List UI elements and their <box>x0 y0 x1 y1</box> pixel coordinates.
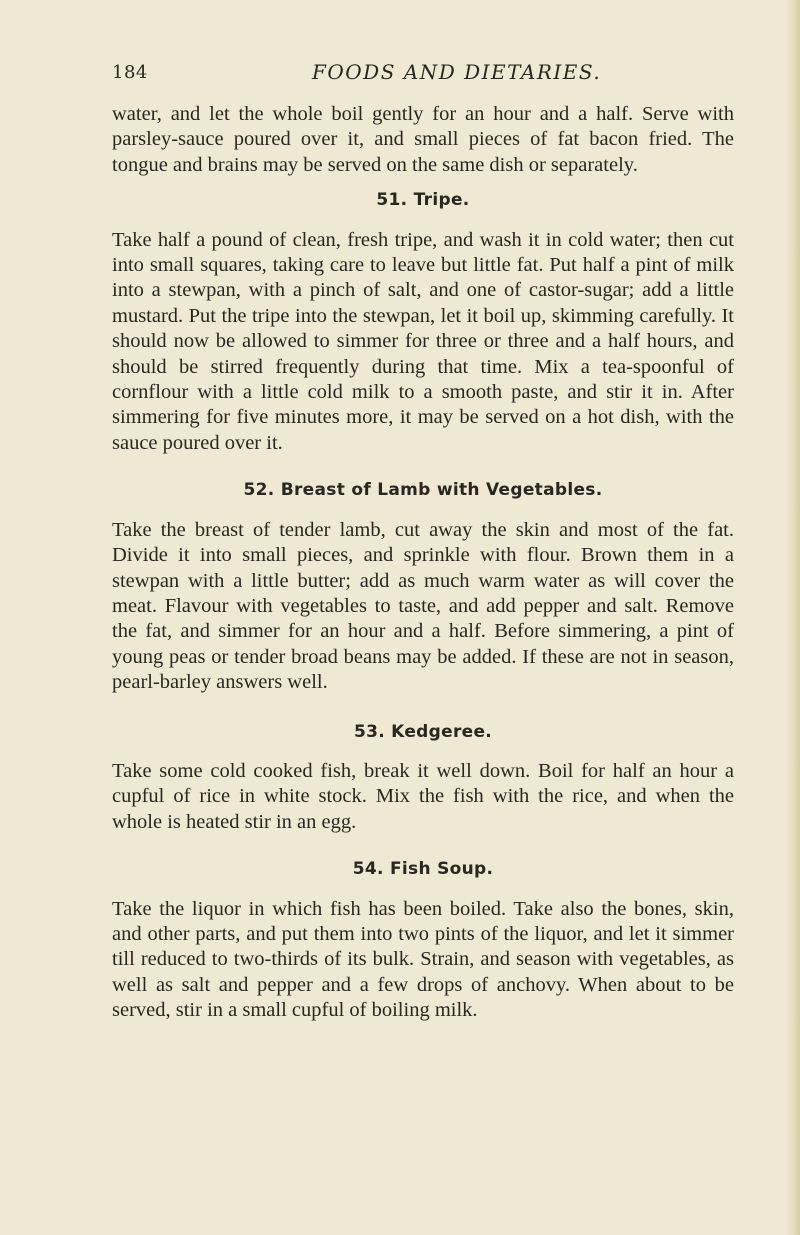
recipe-tripe <box>112 188 734 456</box>
recipe-paragraph: Take the breast of tender lamb, cut away the skin and most of the fat. Divide it into small pieces, and sprinkle with flour. Brown them in a stewpan with a little butter; add as much warm water as will cover the meat. Flavour with vegetables to taste, and add pepper and salt. Remove the fat, and simmer for an hour and a half. Before simmering, a pint of young peas or tender broad beans may be added. If these are not in season, pearl-barley answers well. <box>112 518 734 694</box>
page-number: 184 <box>112 62 148 83</box>
recipe-paragraph: Take half a pound of clean, fresh tripe, and wash it in cold water; then cut into small squares, taking care to leave but little fat. Put half a pint of milk into a stewpan, with a pinch of salt, and one of castor-sugar; add a little mustard. Put the tripe into the stewpan, let it boil up, skimming carefully. It should now be allowed to simmer for three or three and a half hours, and should be stirred frequently during that time. Mix a tea-spoonful of cornflour with a little cold milk to a smooth paste, and stir it in. After simmering for five minutes more, it may be served on a hot dish, with the sauce poured over it. <box>112 228 734 454</box>
recipe-paragraph: Take some cold cooked fish, break it well down. Boil for half an hour a cupful of rice in white stock. Mix the fish with the rice, and when the whole is heated stir in an egg. <box>112 759 734 833</box>
recipe-breast-of-lamb <box>112 478 734 695</box>
recipe-heading: 54. Fish Soup. <box>352 859 494 880</box>
running-title: FOODS AND DIETARIES. <box>312 60 602 84</box>
recipe-heading: 53. Kedgeree. <box>353 721 493 742</box>
page-edge-shadow <box>786 0 800 1235</box>
recipe-paragraph: Take the liquor in which fish has been boiled. Take also the bones, skin, and other parts, and put them into two pints of the liquor, and let it simmer till reduced to two-thirds of its bulk. Strain, and season with vegetables, as well as salt and pepper and a few drops of anchovy. When about to be served, stir in a small cupful of boiling milk. <box>112 897 734 1022</box>
running-head <box>112 58 722 90</box>
recipe-fish-soup <box>112 857 734 1023</box>
recipe-kedgeree <box>112 720 734 836</box>
continued-paragraph: water, and let the whole boil gently for an hour and a half. Serve with parsley-sauce poured over it, and small pieces of fat bacon fried. The tongue and brains may be served on the same dish or separately. <box>112 103 734 176</box>
page-body <box>112 102 734 1024</box>
recipe-heading: 52. Breast of Lamb with Vegetables. <box>243 480 603 501</box>
recipe-heading: 51. Tripe. <box>376 190 470 211</box>
